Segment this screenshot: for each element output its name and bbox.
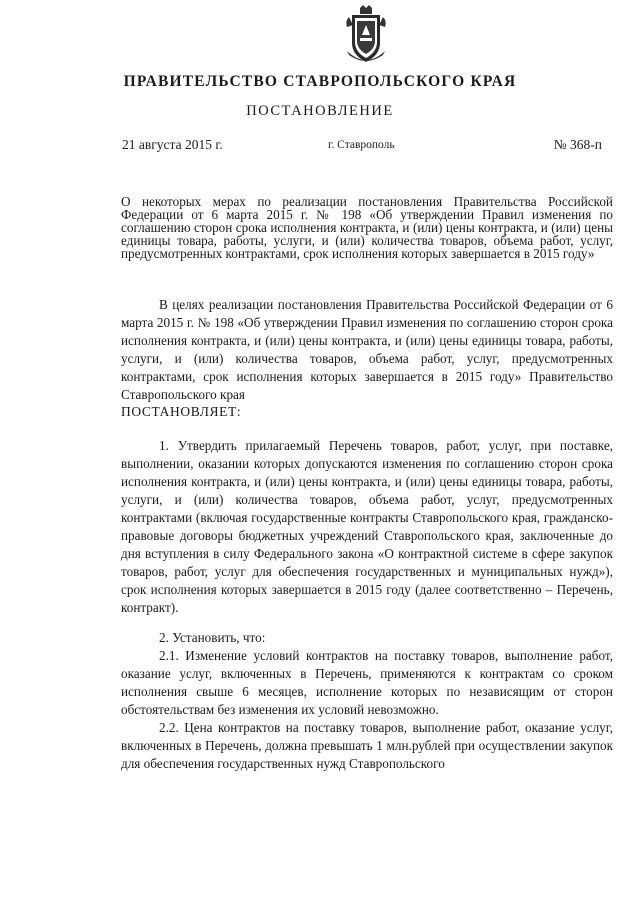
decree-heading: ПОСТАНОВЛЯЕТ: [121,404,242,419]
government-title: ПРАВИТЕЛЬСТВО СТАВРОПОЛЬСКОГО КРАЯ [123,73,517,90]
document-number: № 368-п [553,137,602,152]
item-1-paragraph: 1. Утвердить прилагаемый Перечень товаров, работ, услуг, при поставке, выполнении, оказании которых допускаются изменения по соглашению сторон срока исполнения контракта, и (или) цены контракта, и (или) цены единицы товара, работы, услуги, и (или) количества товаров, объема работ, услуг, предусмотренных контрактами (включая государственные контракты Ставропольского края, гражданско-правовые договоры бюджетных учреждений Ставропольского края, заключенные до дня вступления в силу Федерального закона «О контрактной системе в сфере закупок товаров, работ, услуг для обеспечения государственных и муниципальных нужд»), срок исполнения которых завершается в 2015 году (далее соответственно – Перечень, контракт). [121,438,613,615]
item-2-1-paragraph: 2.1. Изменение условий контрактов на поставку товаров, выполнение работ, оказание услуг, включенных в Перечень, применяются к контрактам со сроком исполнения свыше 6 месяцев, исполнение которых по независящим от сторон обстоятельствам без изменения их условий невозможно. [121,648,613,717]
document-type: ПОСТАНОВЛЕНИЕ [246,103,394,119]
stavropol-coat-of-arms-icon [343,5,389,65]
document-subject: О некоторых мерах по реализации постановления Правительства Российской Федерации от 6 марта 2015 г. № 198 «Об утверждении Правил изменения по соглашению сторон срока исполнения контракта, и (или) цены контракта, и (или) цены единицы товара, работы, услуги, и (или) количества товаров, объема работ, услуг, предусмотренных контрактами, срок исполнения которых завершается в 2015 году» [121,194,613,261]
document-date: 21 августа 2015 г. [122,137,223,152]
item-2-paragraph: 2. Установить, что: [159,630,266,645]
document-city: г. Ставрополь [328,139,395,151]
item-2-2-paragraph: 2.2. Цена контрактов на поставку товаров, выполнение работ, оказание услуг, включенных в Перечень, должна превышать 1 млн.рублей при осуществлении закупок для обеспечения государственных нужд Ставропольского [121,720,613,771]
preamble-paragraph: В целях реализации постановления Правительства Российской Федерации от 6 марта 2015 г. № 198 «Об утверждении Правил изменения по соглашению сторон срока исполнения контракта, и (или) цены контракта, и (или) цены единицы товара, работы, услуги, и (или) количества товаров, объема работ, услуг, предусмотренных контрактами, срок исполнения которых завершается в 2015 году» Правительство Ставропольского края [121,297,613,402]
